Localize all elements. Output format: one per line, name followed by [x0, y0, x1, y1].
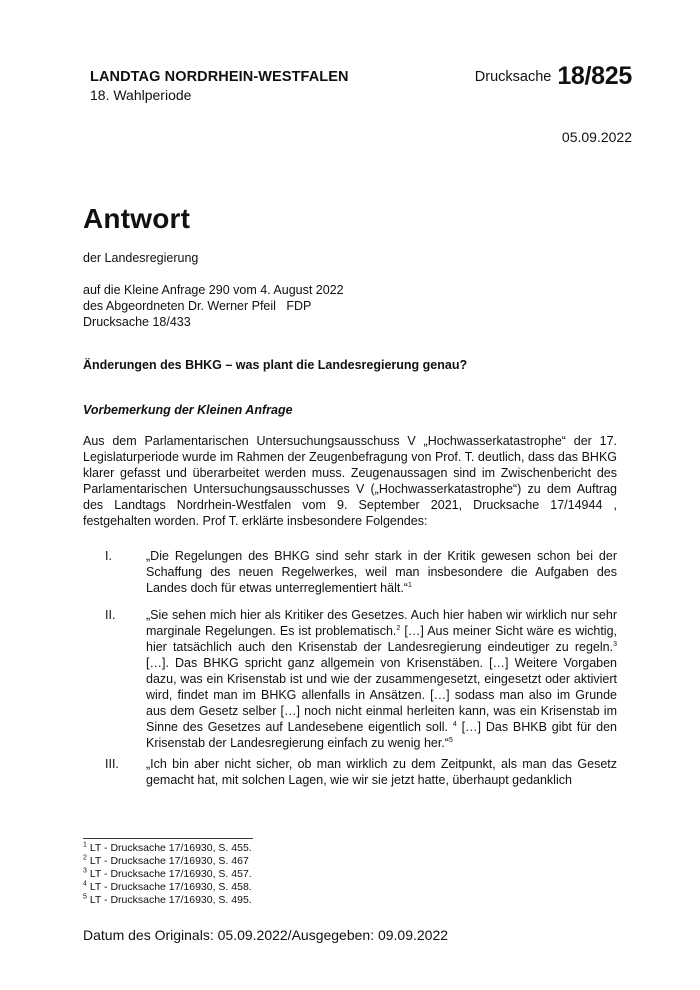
quote-text: […] Das BHKB gibt für den Krisenstab der Landesregierung einfach zu wenig her.“ [146, 720, 617, 750]
footnote-ref: 1 [407, 581, 412, 589]
footnote-ref: 4 [452, 720, 457, 728]
quote-text: „Die Regelungen des BHKG sind sehr stark in der Kritik gewesen schon bei der Schaffung des neuen Regelwerkes, weil man insbesondere die Aufgaben des Landes doch für etwas unterreglementiert hält.“ [146, 549, 617, 595]
footnote-ref: 3 [613, 640, 617, 648]
footnote-text: LT - Drucksache 17/16930, S. 495. [86, 894, 252, 906]
quote-text: „Sie sehen mich hier als Kritiker des Gesetzes. Auch hier haben wir wirklich nur sehr marginale Regelungen. Es ist problematisch. [146, 608, 617, 638]
list-item-text [146, 548, 617, 596]
list-item-numeral: I. [105, 549, 112, 563]
footnote-text: LT - Drucksache 17/16930, S. 467 [86, 855, 249, 867]
list-item [83, 607, 617, 751]
list-item [83, 756, 617, 788]
list-item-numeral: II. [105, 608, 116, 622]
footnote-number: 5 [83, 893, 87, 901]
footnote-number: 3 [83, 867, 87, 875]
page-title: Antwort [83, 203, 191, 234]
footnote-text: LT - Drucksache 17/16930, S. 457. [86, 868, 252, 880]
intro-paragraph: Aus dem Parlamentarischen Untersuchungsausschuss V „Hochwasserkatastrophe“ der 17. Legislaturperiode wurde im Rahmen der Zeugenbefragung von Prof. T. deutlich, dass das BHKG klarer gefasst und überarbeitet werden muss. Zeugenaussagen sind im Zwischenbericht des Parlamentarischen Untersuchungsausschusses V („Hochwasserkatastrophe“) zu dem Auftrag des Landtags Nordrhein-Westfalen vom 9. September 2021, Drucksache 17/14944 , festgehalten worden. Prof T. erklärte insbesondere Folgendes: [83, 434, 617, 528]
subtitle: der Landesregierung [83, 251, 199, 265]
section-heading: Vorbemerkung der Kleinen Anfrage [83, 403, 293, 417]
list-item-text [146, 607, 617, 751]
quote-text: […] Aus meiner Sicht wäre es wichtig, hier tatsächlich auch den Krisenstab der Landesregierung eindeutiger zu regeln. [146, 624, 617, 654]
anfrage-reference [83, 282, 344, 330]
footnote [83, 881, 252, 894]
publication-dates: Datum des Originals: 05.09.2022/Ausgegeben: 09.09.2022 [83, 927, 449, 943]
legislative-period: 18. Wahlperiode [90, 87, 192, 103]
list-item [83, 548, 617, 596]
footnote [83, 894, 252, 907]
drucksache-label: Drucksache [474, 69, 552, 85]
footnote-number: 2 [83, 854, 87, 862]
footnote [83, 842, 252, 855]
footnote-number: 1 [83, 841, 87, 849]
footnote [83, 855, 252, 868]
footnote-number: 4 [83, 880, 87, 888]
document-number [475, 62, 632, 91]
document-date: 05.09.2022 [561, 129, 632, 145]
anfrage-line: des Abgeordneten Dr. Werner Pfeil FDP [83, 299, 312, 313]
anfrage-line: Drucksache 18/433 [83, 315, 191, 329]
topic-heading: Änderungen des BHKG – was plant die Landesregierung genau? [83, 358, 468, 372]
footnote-divider [83, 838, 253, 839]
footnote-ref: 2 [396, 624, 401, 632]
quote-text: „Ich bin aber nicht sicher, ob man wirklich zu dem Zeitpunkt, als man das Gesetz gemacht hat, mit solchen Lagen, wie wir sie jetzt hatte, überhaupt gedanklich [146, 757, 617, 787]
parliament-name: LANDTAG NORDRHEIN-WESTFALEN [90, 69, 349, 85]
footnotes [83, 842, 252, 907]
footnote-ref: 5 [448, 736, 453, 744]
footnote [83, 868, 252, 881]
list-item-text [146, 756, 617, 788]
quote-text: […]. Das BHKG spricht ganz allgemein von Krisenstäben. […] Weitere Vorgaben dazu, was ein Krisenstab ist und wie der zusammengesetzt, eingesetzt oder aktiviert wird, findet man im BHKG allenfalls in Ansätzen. […] sodass man also im Grunde aus dem Gesetz selber […] noch nicht einmal herleiten kann, was ein Krisenstab im Sinne des Gesetzes auf Landesebene eigentlich soll. [146, 656, 617, 734]
footnote-text: LT - Drucksache 17/16930, S. 458. [86, 881, 252, 893]
list-item-numeral: III. [105, 757, 119, 771]
drucksache-number: 18/825 [557, 62, 632, 90]
anfrage-line: auf die Kleine Anfrage 290 vom 4. August 2022 [83, 283, 344, 297]
footnote-text: LT - Drucksache 17/16930, S. 455. [86, 842, 252, 854]
